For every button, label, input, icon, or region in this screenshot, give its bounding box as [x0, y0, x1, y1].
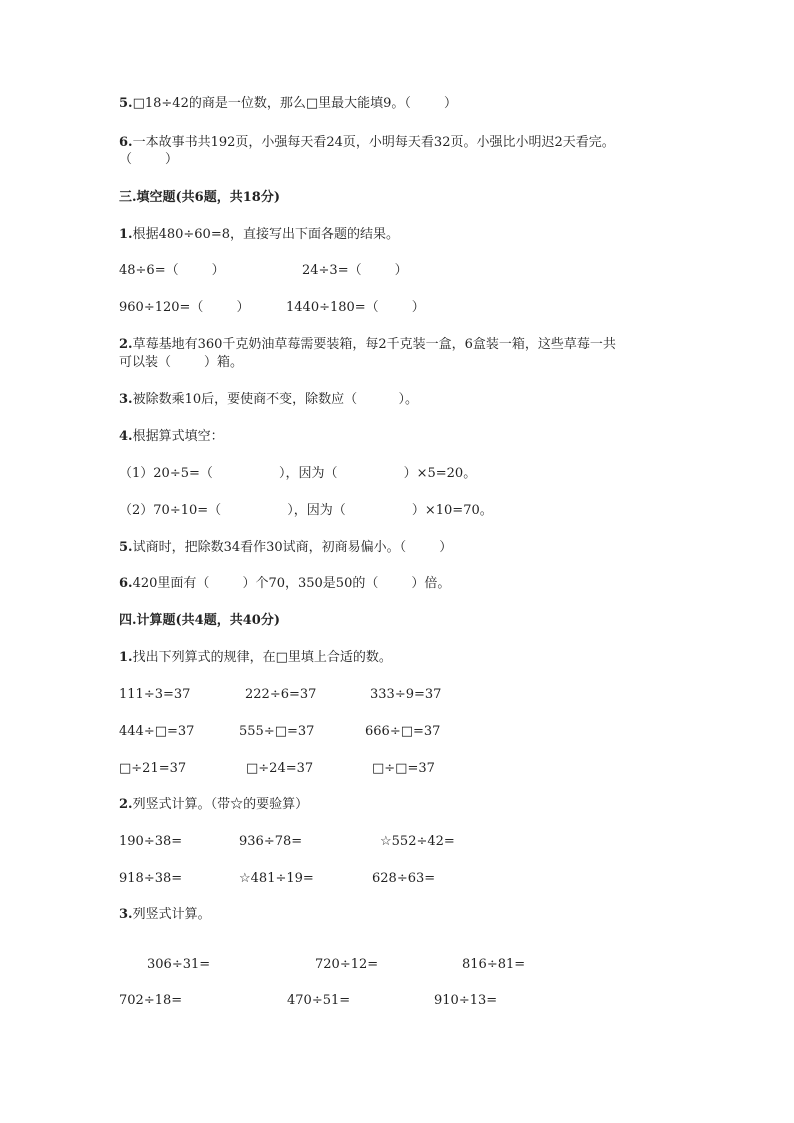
question-number: 5.: [119, 540, 133, 555]
equation: □÷21=37: [119, 761, 187, 776]
judge-q5: [119, 95, 457, 113]
answer-item: 24÷3=（ ）: [302, 263, 408, 278]
question-text: 草莓基地有360千克奶油草莓需要装箱，每2千克装一盒，6盒装一箱，这些草莓一共: [132, 337, 616, 352]
question-number: 6.: [119, 135, 133, 150]
equation: 470÷51=: [287, 993, 351, 1008]
equation: 666÷□=37: [365, 724, 441, 739]
section-heading: 三.填空题(共6题，共18分): [119, 190, 280, 205]
equation: 702÷18=: [119, 993, 183, 1008]
equation: 306÷31=: [147, 957, 211, 972]
question-number: 3.: [119, 907, 133, 922]
answer-item: 1440÷180=（ ）: [286, 300, 425, 315]
equation: 111÷3=37: [119, 687, 191, 702]
equation: ☆481÷19=: [239, 871, 314, 886]
answer-item: 960÷120=（ ）: [119, 300, 250, 315]
answer-item: （1）20÷5=（ ），因为（ ）×5=20。: [119, 466, 477, 481]
question-text: 列竖式计算。: [132, 907, 211, 922]
equation: □÷24=37: [246, 761, 314, 776]
equation: 936÷78=: [239, 834, 303, 849]
equation: 720÷12=: [315, 957, 379, 972]
equation: 555÷□=37: [239, 724, 315, 739]
question-number: 1.: [119, 227, 133, 242]
fill-q1: [119, 226, 399, 244]
equation: ☆552÷42=: [380, 834, 455, 849]
question-number: 1.: [119, 650, 133, 665]
question-text: 根据算式填空：: [132, 429, 224, 444]
question-text: 被除数乘10后，要使商不变，除数应（ ）。: [132, 392, 418, 407]
question-number: 5.: [119, 96, 133, 111]
fill-q6: [119, 575, 450, 593]
answer-item: 48÷6=（ ）: [119, 263, 225, 278]
question-number: 2.: [119, 797, 133, 812]
question-text: 420里面有（ ）个70，350是50的（ ）倍。: [132, 576, 451, 591]
judge-q6: [119, 134, 615, 152]
equation: 190÷38=: [119, 834, 183, 849]
answer-item: （2）70÷10=（ ），因为（ ）×10=70。: [119, 503, 493, 518]
judge-q6-continuation: （ ）: [119, 152, 179, 167]
equation: 816÷81=: [462, 957, 526, 972]
equation: 222÷6=37: [245, 687, 317, 702]
fill-q4: [119, 428, 224, 446]
question-text: 一本故事书共192页，小强每天看24页，小明每天看32页。小强比小明迟2天看完。: [132, 135, 615, 150]
equation: 333÷9=37: [370, 687, 442, 702]
question-text: 根据480÷60=8，直接写出下面各题的结果。: [132, 227, 399, 242]
question-number: 4.: [119, 429, 133, 444]
question-number: 3.: [119, 392, 133, 407]
equation: 918÷38=: [119, 871, 183, 886]
question-text: 列竖式计算。（带☆的要验算）: [132, 797, 309, 812]
question-text: 试商时，把除数34看作30试商，初商易偏小。（ ）: [132, 540, 453, 555]
equation: 628÷63=: [372, 871, 436, 886]
question-text: 找出下列算式的规律，在□里填上合适的数。: [132, 650, 392, 665]
calc-q3: [119, 906, 211, 924]
question-text: □18÷42的商是一位数，那么□里最大能填9。（ ）: [132, 96, 457, 111]
question-number: 6.: [119, 576, 133, 591]
fill-q2-continuation: 可以装（ ）箱。: [119, 355, 244, 370]
equation: □÷□=37: [372, 761, 435, 776]
fill-q2: [119, 336, 616, 354]
equation: 910÷13=: [434, 993, 498, 1008]
equation: 444÷□=37: [119, 724, 195, 739]
fill-q5: [119, 539, 452, 557]
calc-q1: [119, 649, 392, 667]
fill-q3: [119, 391, 418, 409]
calc-q2: [119, 796, 308, 814]
section-heading: 四.计算题(共4题，共40分): [119, 613, 280, 628]
question-number: 2.: [119, 337, 133, 352]
